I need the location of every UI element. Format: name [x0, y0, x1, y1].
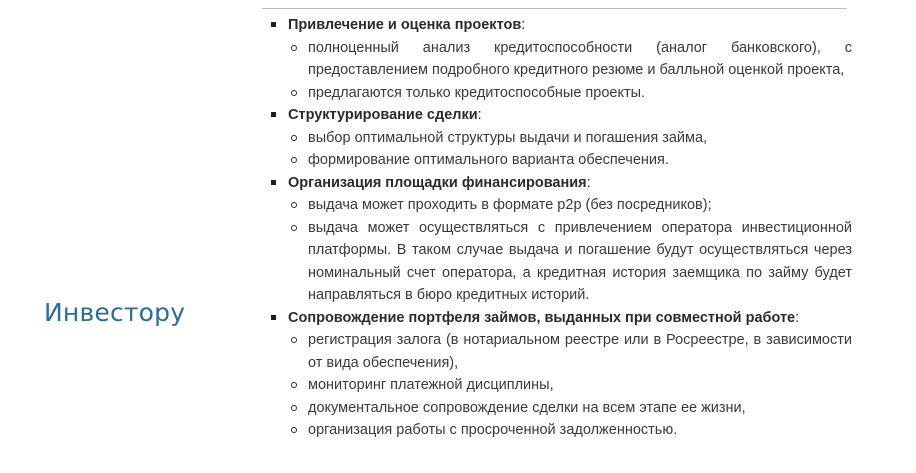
section-item: Сопровождение портфеля займов, выданных при совместной работе: регистрация залога (в нотариальном реестре или в Росреестре, в зависимости от вида обеспечения), мониторинг платежной дисциплины, документальное сопровождение сделки на всем этапе ее жизни, организация работы с просроченной задолженностью. — [262, 307, 852, 442]
circle-bullet-icon — [291, 405, 297, 411]
section-item: Структурирование сделки: выбор оптимальной структуры выдачи и погашения займа, формирование оптимального варианта обеспечения. — [262, 104, 852, 172]
section-heading: Структурирование сделки — [288, 107, 478, 123]
list-item: формирование оптимального варианта обеспечения. — [288, 149, 852, 172]
section-list — [262, 14, 852, 442]
top-divider — [262, 8, 847, 9]
square-bullet-icon — [271, 112, 276, 117]
subitem-list — [288, 329, 852, 442]
list-item: организация работы с просроченной задолженностью. — [288, 419, 852, 442]
list-item: выбор оптимальной структуры выдачи и погашения займа, — [288, 127, 852, 150]
square-bullet-icon — [271, 315, 276, 320]
list-item: мониторинг платежной дисциплины, — [288, 374, 852, 397]
section-item: Привлечение и оценка проектов: полноценный анализ кредитоспособности (аналог банковского), с предоставлением подробного кредитного резюме и балльной оценкой проекта, предлагаются только кредитоспособные проекты. — [262, 14, 852, 104]
section-heading: Организация площадки финансирования — [288, 174, 587, 191]
list-item: выдача может проходить в формате p2p (без посредников); — [288, 194, 852, 217]
subitem-list — [288, 37, 852, 105]
circle-bullet-icon — [291, 337, 297, 343]
subitem-list — [288, 194, 852, 307]
circle-bullet-icon — [291, 427, 297, 433]
list-item: полноценный анализ кредитоспособности (аналог банковского), с предоставлением подробного кредитного резюме и балльной оценкой проекта, — [288, 37, 852, 82]
section-item: Организация площадки финансирования: выдача может проходить в формате p2p (без посредников); выдача может осуществляться с привлечением оператора инвестиционной платформы. В таком случае выдача и погашение будут осуществляться через номинальный счет оператора, а кредитная история заемщика по займу будет направляться в бюро кредитных историй. — [262, 172, 852, 307]
list-item: предлагаются только кредитоспособные проекты. — [288, 82, 852, 105]
circle-bullet-icon — [291, 225, 297, 231]
square-bullet-icon — [271, 22, 276, 27]
subitem-list — [288, 127, 852, 172]
list-item: документальное сопровождение сделки на всем этапе ее жизни, — [288, 397, 852, 420]
section-label: Инвестору — [44, 298, 186, 327]
circle-bullet-icon — [291, 157, 297, 163]
circle-bullet-icon — [291, 202, 297, 208]
services-list — [262, 14, 852, 442]
section-heading: Привлечение и оценка проектов — [288, 17, 522, 33]
circle-bullet-icon — [291, 90, 297, 96]
square-bullet-icon — [271, 180, 276, 185]
circle-bullet-icon — [291, 135, 297, 141]
list-item: регистрация залога (в нотариальном реестре или в Росреестре, в зависимости от вида обеспечения), — [288, 329, 852, 374]
circle-bullet-icon — [291, 45, 297, 51]
section-heading: Сопровождение портфеля займов, выданных при совместной работе — [288, 309, 796, 326]
circle-bullet-icon — [291, 382, 297, 388]
list-item: выдача может осуществляться с привлечением оператора инвестиционной платформы. В таком случае выдача и погашение будут осуществляться через номинальный счет оператора, а кредитная история заемщика по займу будет направляться в бюро кредитных историй. — [288, 217, 852, 307]
